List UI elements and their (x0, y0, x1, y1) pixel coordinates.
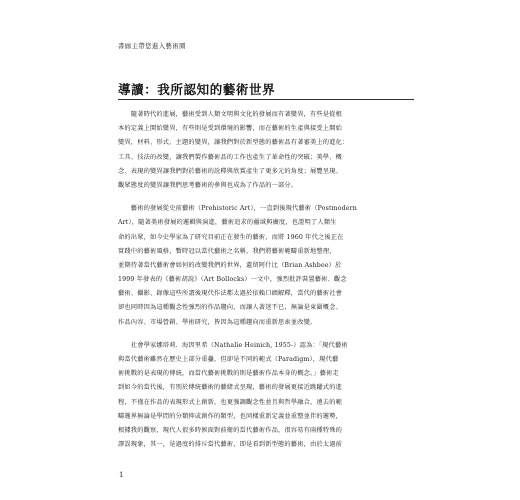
running-header: 書廊主帶您進入藝術圈 (118, 42, 186, 50)
text-line: 根據我的觀察，現代人很多時候面對前衛的當代藝術作品，很容易有兩種特殊的 (118, 426, 342, 434)
text-line: 念、表現的變異讓我們對於藝術的詮釋與欣賞產生了更多元的角度；展覽呈現、 (118, 167, 342, 175)
paragraph-1 (118, 108, 414, 193)
text-line: 到如今的當代後，有別於傳統藝術的藝緒式呈現，藝術的發展更接近跳躍式的進 (118, 384, 342, 392)
text-line: 1999 年發表的《藝術胡說》（Art Bollocks）一文中，強烈批評裝置藝術、觀念 (118, 276, 347, 284)
text-line: 作品內容、市場營銷、學術研究，皆因為這種趨向而重新思索並改變。 (118, 318, 317, 326)
text-line: 藝術、攝影、錄像這些所謂後現代作法都太過於依賴口頭解釋，當代的藝術社會 (118, 290, 342, 298)
text-line: 卻也同時因為這種觀念性強烈的作品趨向，而讓人著迷不已，無論是東圍概念、 (118, 304, 342, 312)
body-text (118, 108, 414, 461)
text-line: 並期待著當代藝術會如何的改變我們的世界，遺留阿什比（Brian Ashbee）於 (118, 261, 342, 269)
text-line: 觀眾態度的變異讓我們思考藝術的參與也成為了作品的一部分。 (118, 181, 298, 189)
text-line: 工具、技法的改變，讓我們製作藝術品的工作也產生了革命性的突破；美學、概 (118, 153, 342, 161)
paragraph-3 (118, 339, 414, 453)
text-line: 與當代藝術雖然在歷史上部分重疊，但卻是不同的範式（Paradigm），現代藝 (118, 356, 339, 363)
text-line: 實踐中的藝術風格，暫時冠以當代藝術之名稱，我們將藝術範疇重新地整理， (118, 247, 336, 255)
text-line: 術挑戰的是表現的傳統，而當代藝術挑戰的則是藝術作品本身的概念。」藝術走 (118, 370, 339, 378)
text-line: 社會學家娜塔莉．海因里希（Nathalie Heinich, 1955-）認為：「現代藝術 (118, 341, 348, 349)
text-line: 隨著時代的進展，藝術受到人類文明與文化的發展而有著變異，有些是從根 (118, 111, 342, 118)
text-line: 本的定義上開始變異，有些則是受到環境的影響，而在藝術的生產與接受上開始 (118, 125, 342, 133)
text-line: 疇邏界無論是學問的分類抑或創作的類型，也同樣重新定義並重整並伴的邏勢， (118, 412, 342, 420)
text-line: 謬誤現象，其一，是過度的排斥當代藝術，即是看到新型態的藝術，由於太過前 (118, 441, 342, 449)
title-rule (118, 99, 414, 100)
text-line: 藝術的發展從史前藝術（Prehistoric Art），一直到後現代藝術（Postmodern (118, 205, 357, 213)
text-line: 程，不僅在作品的表現形式上創新，也更強調觀念性並且與哲學融合，遠去的範 (118, 398, 342, 406)
page-number: 1 (119, 471, 124, 479)
text-line: 變異，材料、形式、主題的變異，讓我們對於新型態的藝術品有著審美上的進化： (118, 139, 349, 147)
text-line: Art），隨著美術發展的邏輯與演進，藝術追求的疆域與廣度，也證明了人類生 (118, 219, 337, 227)
chapter-title: 導讀：我所認知的藝術世界 (118, 82, 276, 97)
text-line: 命的出眾，如今史學家為了研究目前正在發生的藝術，而將 1960 年代之後正在 (118, 233, 344, 241)
paragraph-2 (118, 202, 414, 330)
